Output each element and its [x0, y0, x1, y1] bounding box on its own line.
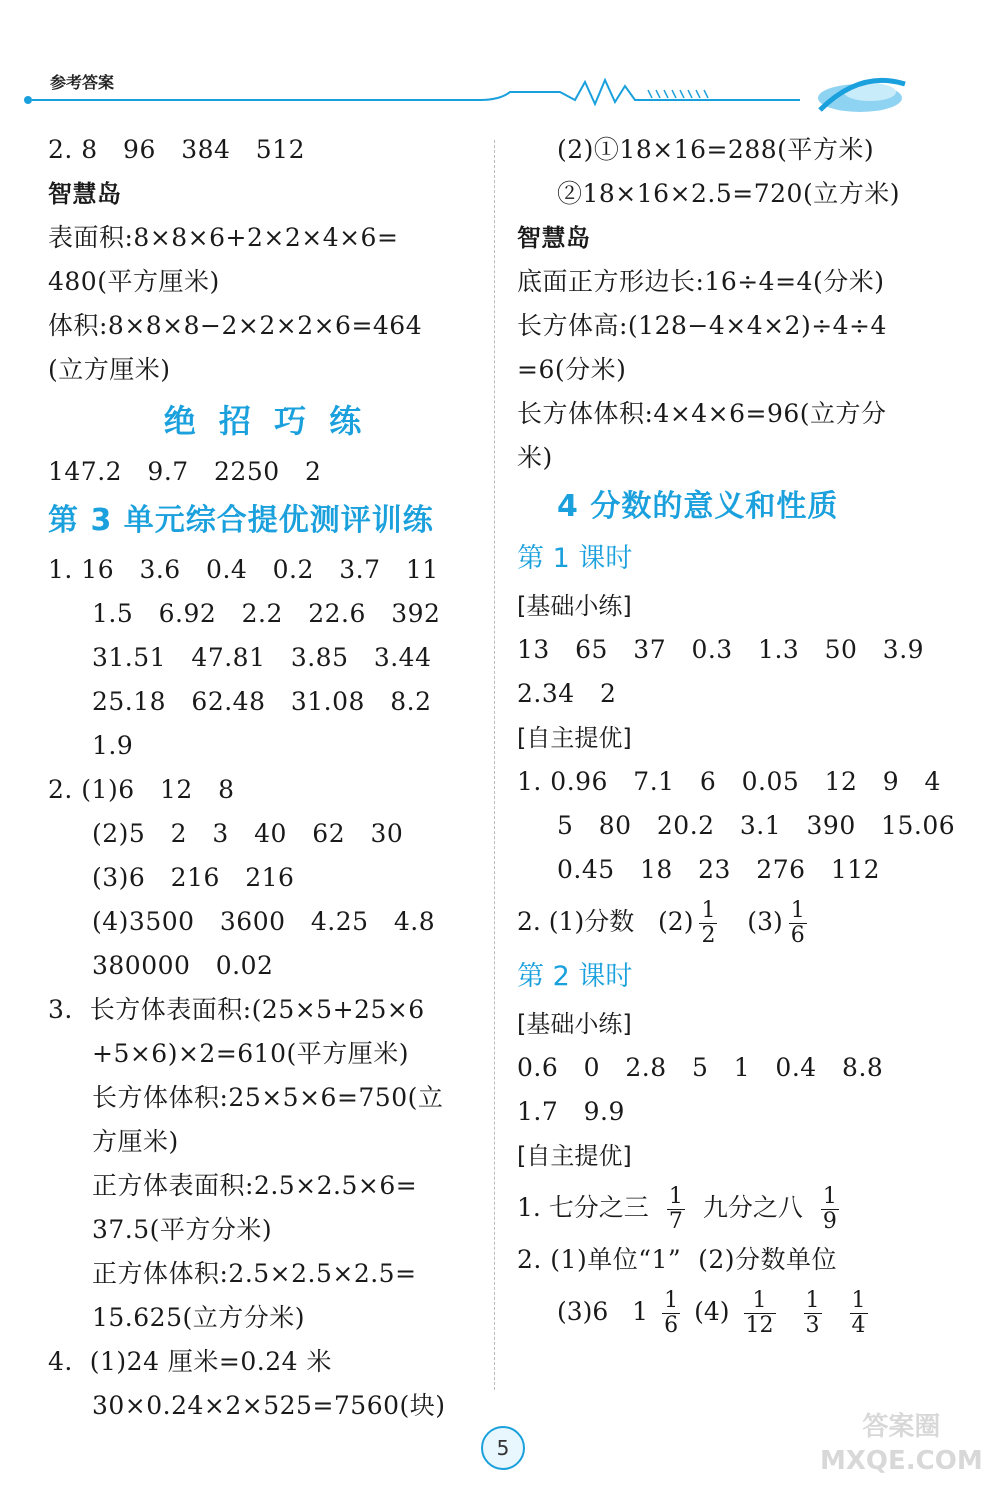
fraction-denominator: 6: [790, 923, 805, 948]
answer-line: (4)3500 3600 4.25 4.8: [92, 907, 436, 936]
answer-line: 25.18 62.48 31.08 8.2: [92, 687, 432, 716]
answer-line: 147.2 9.7 2250 2: [48, 457, 322, 486]
answer-line: 5 80 20.2 3.1 390 15.06: [557, 811, 956, 840]
fraction: [662, 1289, 680, 1338]
answer-line-fractions: [517, 1178, 957, 1238]
answer-line: 3. 长方体表面积:(25×5+25×6: [48, 995, 425, 1024]
answer-line: 长方体体积:4×4×6=96(立方分: [517, 399, 887, 428]
answer-line: 1.5 6.92 2.2 22.6 392: [92, 599, 441, 628]
fraction-numerator: 1: [664, 1288, 679, 1313]
answer-line: 正方体表面积:2.5×2.5×6=: [92, 1171, 418, 1200]
fraction-numerator: 1: [701, 898, 716, 923]
lesson-heading: 第 2 课时: [517, 961, 633, 992]
answer-line: 正方体体积:2.5×2.5×2.5=: [92, 1259, 417, 1288]
answer-line-fractions: [517, 1282, 957, 1342]
unit-heading: 第 3 单元综合提优测评训练: [48, 503, 434, 538]
fraction-numerator: 1: [752, 1288, 767, 1313]
section-jichu: [基础小练]: [517, 1010, 632, 1038]
page-number: 5: [481, 1426, 525, 1470]
watermark-text-bottom: MXQE.COM: [820, 1446, 983, 1476]
answer-line: 480(平方厘米): [48, 267, 220, 296]
answer-line: 米): [517, 443, 553, 472]
answer-line: 2. (1)单位“1” (2)分数单位: [517, 1245, 837, 1274]
right-column: [517, 128, 957, 1342]
answer-line: 1. 16 3.6 0.4 0.2 3.7 11: [48, 555, 439, 584]
fraction: [804, 1289, 822, 1338]
answer-line: 31.51 47.81 3.85 3.44: [92, 643, 432, 672]
header-decoration: [0, 0, 1000, 130]
fraction-denominator: 4: [851, 1313, 866, 1338]
answer-line: 15.625(立方分米): [92, 1303, 305, 1332]
fraction-numerator: 1: [790, 898, 805, 923]
answer-line: 2.34 2: [517, 679, 617, 708]
watermark-logo: [820, 1410, 983, 1478]
fraction-denominator: 7: [668, 1209, 683, 1234]
answer-line-fractions: [517, 892, 957, 952]
answer-line: =6(分米): [517, 355, 627, 384]
answer-line: 长方体高:(128−4×4×2)÷4÷4: [517, 311, 887, 340]
answer-line: 1.9: [92, 731, 134, 760]
lesson-heading: 第 1 课时: [517, 543, 633, 574]
fraction-denominator: 2: [701, 923, 716, 948]
answer-text: 2. (1)分数 (2): [517, 907, 694, 936]
answer-line: 13 65 37 0.3 1.3 50 3.9: [517, 635, 925, 664]
fraction-numerator: 1: [805, 1288, 820, 1313]
section-zhihuidao: 智慧岛: [517, 224, 591, 252]
answer-line: 长方体体积:25×5×6=750(立: [92, 1083, 444, 1112]
fraction-denominator: 6: [664, 1313, 679, 1338]
fraction: [699, 899, 717, 948]
answer-text: 九分之八: [702, 1193, 803, 1222]
answer-text: (3): [723, 907, 783, 936]
fraction-denominator: 12: [745, 1313, 774, 1338]
section-zizhu: [自主提优]: [517, 724, 632, 752]
header-label: 参考答案: [50, 73, 115, 92]
answer-line: (立方厘米): [48, 355, 171, 384]
section-juezhao: 绝 招 巧 练: [163, 402, 368, 440]
section-zhihuidao: 智慧岛: [48, 180, 122, 208]
answer-line: 体积:8×8×8−2×2×2×6=464: [48, 311, 423, 340]
fraction-numerator: 1: [822, 1184, 837, 1209]
answer-line: 表面积:8×8×6+2×2×4×6=: [48, 223, 399, 252]
section-jichu: [基础小练]: [517, 592, 632, 620]
answer-line: (2)5 2 3 40 62 30: [92, 819, 404, 848]
fraction-numerator: 1: [851, 1288, 866, 1313]
answer-line: 30×0.24×2×525=7560(块): [92, 1391, 446, 1420]
answer-text: (3)6 1: [557, 1297, 649, 1326]
answer-line: 方厘米): [92, 1127, 179, 1156]
answer-line: 底面正方形边长:16÷4=4(分米): [517, 267, 885, 296]
section-zizhu: [自主提优]: [517, 1142, 632, 1170]
answer-line: 2. (1)6 12 8: [48, 775, 235, 804]
fraction: [850, 1289, 868, 1338]
fraction: [744, 1289, 776, 1338]
column-divider: [494, 140, 495, 1390]
answer-line: 0.6 0 2.8 5 1 0.4 8.8: [517, 1053, 884, 1082]
fraction-numerator: 1: [668, 1184, 683, 1209]
watermark-text-top: 答案圈: [862, 1412, 941, 1442]
answer-line: +5×6)×2=610(平方厘米): [92, 1039, 409, 1068]
answer-text: 1. 七分之三: [517, 1193, 649, 1222]
fraction-denominator: 3: [805, 1313, 820, 1338]
fraction: [667, 1185, 685, 1234]
answer-line: 380000 0.02: [92, 951, 274, 980]
answer-line: 37.5(平方分米): [92, 1215, 273, 1244]
answer-line: 2. 8 96 384 512: [48, 135, 305, 164]
answer-line: ②18×16×2.5=720(立方米): [557, 179, 900, 208]
chapter-heading: 4 分数的意义和性质: [557, 489, 839, 524]
fraction: [821, 1185, 839, 1234]
answer-line: 0.45 18 23 276 112: [557, 855, 881, 884]
left-column: [48, 128, 483, 1428]
answer-text: (4): [694, 1297, 730, 1326]
fraction: [789, 899, 807, 948]
fraction-denominator: 9: [822, 1209, 837, 1234]
answer-line: (2)①18×16=288(平方米): [557, 135, 875, 164]
answer-line: (3)6 216 216: [92, 863, 295, 892]
answer-line: 1.7 9.9: [517, 1097, 625, 1126]
answer-line: 1. 0.96 7.1 6 0.05 12 9 4: [517, 767, 941, 796]
answer-line: 4. (1)24 厘米=0.24 米: [48, 1347, 332, 1376]
